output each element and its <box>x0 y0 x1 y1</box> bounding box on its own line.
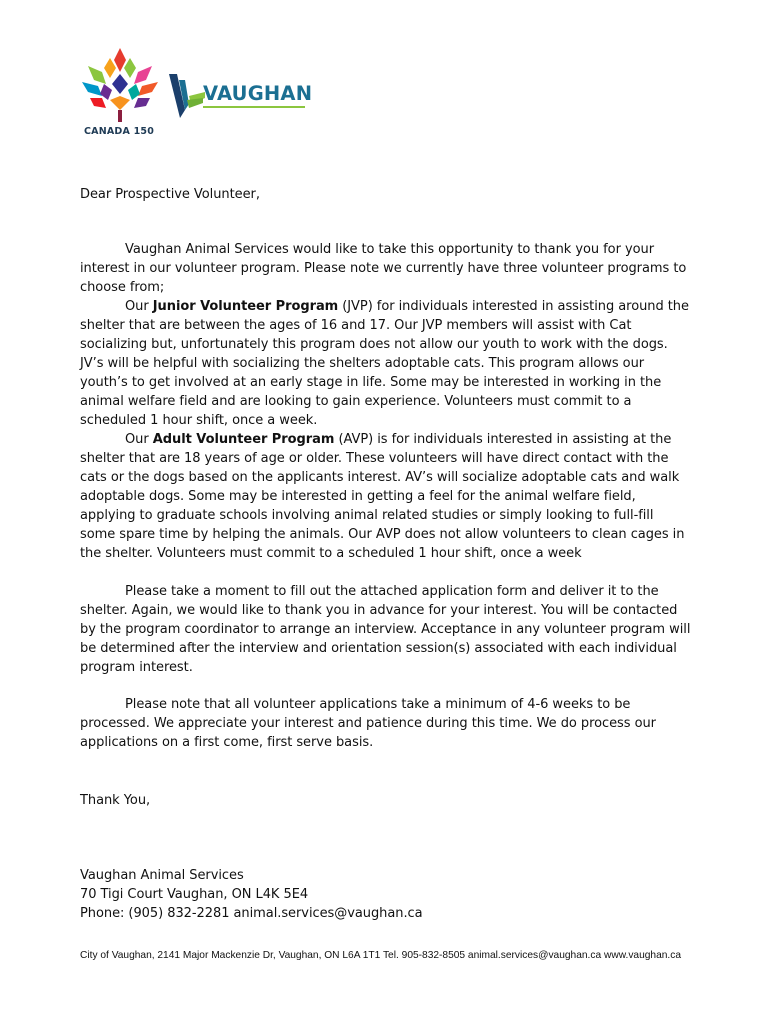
closing: Thank You, <box>80 793 151 808</box>
application-form-text: Please take a moment to fill out the attached application form and deliver it to the shelter. Again, we would like to thank you in advance for your interest. You will be contacted by the program coordinator to arrange an interview. Acceptance in any volunteer program will be determined after the interview and orientation session(s) associated with each individual program interest. <box>80 584 691 675</box>
intro-text: Vaughan Animal Services would like to take this opportunity to thank you for your interest in our volunteer program. Please note we currently have three volunteer programs to choose from; <box>80 242 687 295</box>
page-footer: City of Vaughan, 2141 Major Mackenzie Dr, Vaughan, ON L6A 1T1 Tel. 905-832-8505 animal.services@vaughan.ca www.vaughan.ca <box>80 950 681 961</box>
canada-150-logo <box>80 48 160 143</box>
avp-paragraph <box>80 430 692 563</box>
processing-note-text: Please note that all volunteer applications take a minimum of 4-6 weeks to be processed. We appreciate your interest and patience during this time. We do process our applications on a first come, first serve basis. <box>80 697 656 750</box>
avp-prefix: Our <box>125 432 153 447</box>
avp-description: (AVP) is for individuals interested in assisting at the shelter that are 18 years of age or older. These volunteers will have direct contact with the cats or the dogs based on the applicants interest. AV’s will socialize adoptable cats and walk adoptable dogs. Some may be interested in getting a feel for the animal welfare field, applying to graduate schools involving animal related studies or simply looking to full-fill some spare time by helping the animals. Our AVP does not allow volunteers to clean cages in the shelter. Volunteers must commit to a scheduled 1 hour shift, once a week <box>80 432 685 561</box>
jvp-description: (JVP) for individuals interested in assisting around the shelter that are between the ages of 16 and 17. Our JVP members will assist with Cat socializing but, unfortunately this program does not allow our youth to work with the dogs. JV’s will be helpful with socializing the shelters adoptable cats. This program allows our youth’s to get involved at an early stage in life. Some may be interested in working in the animal welfare field and are looking to gain experience. Volunteers must commit to a scheduled 1 hour shift, once a week. <box>80 299 689 428</box>
canada-150-caption: CANADA 150 <box>84 126 155 137</box>
jvp-paragraph <box>80 297 692 430</box>
signature-address: 70 Tigi Court Vaughan, ON L4K 5E4 <box>80 887 309 902</box>
vaughan-logo <box>167 70 312 122</box>
signature-phone: Phone: (905) 832-2281 animal.services@vaughan.ca <box>80 906 423 921</box>
application-form-paragraph <box>80 582 692 677</box>
avp-program-name: Adult Volunteer Program <box>152 432 335 447</box>
maple-leaf-mosaic-icon <box>80 48 160 126</box>
vaughan-underline-icon <box>167 70 312 122</box>
greeting: Dear Prospective Volunteer, <box>80 187 260 202</box>
signature-block <box>80 866 692 923</box>
jvp-prefix: Our <box>125 299 153 314</box>
intro-paragraph <box>80 240 692 297</box>
processing-note-paragraph <box>80 695 692 752</box>
jvp-program-name: Junior Volunteer Program <box>152 299 339 314</box>
vaughan-wordmark: VAUGHAN <box>203 82 313 105</box>
signature-org: Vaughan Animal Services <box>80 868 244 883</box>
